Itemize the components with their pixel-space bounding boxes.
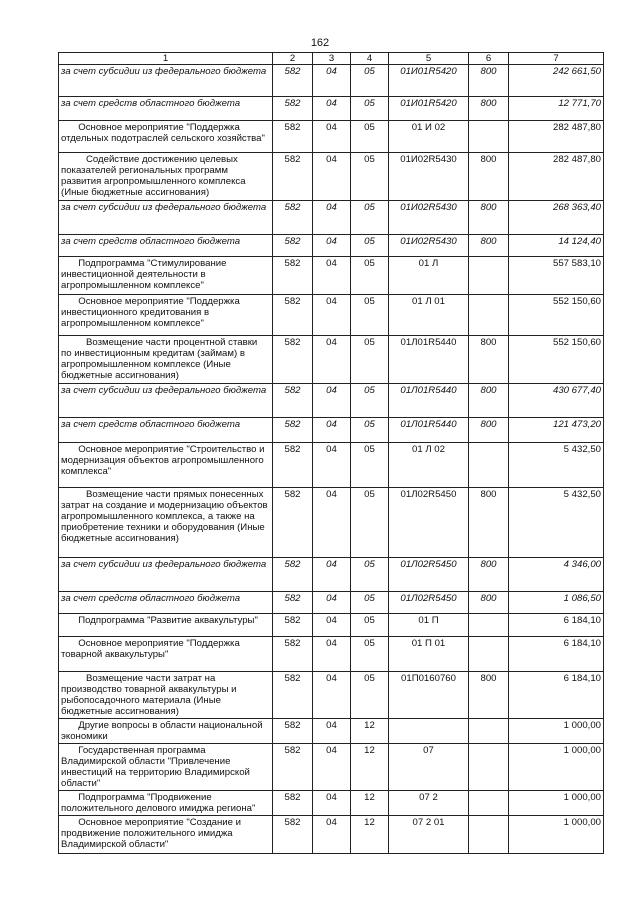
cell-col-2: 582 [273,558,313,592]
table-row [59,719,604,744]
row-name-cell: Возмещение части затрат на производство товарной аквакультуры и рыбопосадочного материала (Иные бюджетные ассигнования) [59,672,273,719]
cell-col-5: 01Л02R5450 [389,488,469,558]
cell-col-5: 01 И 02 [389,121,469,153]
cell-col-6: 800 [469,592,509,614]
cell-col-5: 01И02R5430 [389,235,469,257]
column-header: 2 [273,53,313,65]
cell-col-6 [469,614,509,637]
cell-col-6 [469,719,509,744]
cell-col-3: 04 [313,637,351,672]
cell-col-7: 12 771,70 [509,97,604,121]
table-row [59,791,604,816]
cell-col-3: 04 [313,791,351,816]
table-row [59,201,604,235]
cell-col-5: 01И02R5430 [389,153,469,201]
cell-col-3: 04 [313,201,351,235]
cell-col-7: 282 487,80 [509,153,604,201]
cell-col-4: 05 [351,121,389,153]
row-name-cell: за счет средств областного бюджета [59,592,273,614]
row-name-cell: за счет субсидии из федерального бюджета [59,384,273,418]
cell-col-2: 582 [273,672,313,719]
table-row [59,592,604,614]
cell-col-4: 05 [351,614,389,637]
cell-col-4: 05 [351,336,389,384]
cell-col-5: 01П0160760 [389,672,469,719]
row-name-cell: за счет субсидии из федерального бюджета [59,201,273,235]
row-name-cell: Другие вопросы в области национальной экономики [59,719,273,744]
column-header: 3 [313,53,351,65]
cell-col-4: 05 [351,384,389,418]
cell-col-5: 01 П 01 [389,637,469,672]
cell-col-6: 800 [469,488,509,558]
cell-col-5: 01 Л 02 [389,443,469,488]
cell-col-3: 04 [313,614,351,637]
cell-col-3: 04 [313,384,351,418]
cell-col-4: 05 [351,672,389,719]
cell-col-3: 04 [313,558,351,592]
row-name-cell: за счет средств областного бюджета [59,97,273,121]
cell-col-5: 01 П [389,614,469,637]
column-header: 4 [351,53,389,65]
cell-col-2: 582 [273,637,313,672]
cell-col-3: 04 [313,121,351,153]
cell-col-7: 268 363,40 [509,201,604,235]
row-name-cell: за счет субсидии из федерального бюджета [59,558,273,592]
table-row [59,443,604,488]
column-header: 5 [389,53,469,65]
cell-col-2: 582 [273,488,313,558]
cell-col-2: 582 [273,614,313,637]
cell-col-3: 04 [313,488,351,558]
cell-col-2: 582 [273,97,313,121]
cell-col-4: 05 [351,488,389,558]
row-name-cell: за счет средств областного бюджета [59,418,273,443]
cell-col-2: 582 [273,744,313,791]
cell-col-4: 12 [351,744,389,791]
cell-col-7: 557 583,10 [509,257,604,295]
table-row [59,744,604,791]
cell-col-2: 582 [273,65,313,97]
header-row [59,53,604,65]
table-row [59,558,604,592]
cell-col-3: 04 [313,443,351,488]
cell-col-7: 121 473,20 [509,418,604,443]
table-row [59,257,604,295]
cell-col-4: 05 [351,65,389,97]
cell-col-7: 14 124,40 [509,235,604,257]
cell-col-5 [389,719,469,744]
cell-col-3: 04 [313,153,351,201]
cell-col-7: 6 184,10 [509,637,604,672]
row-name-cell: Основное мероприятие "Поддержка товарной аквакультуры" [59,637,273,672]
cell-col-2: 582 [273,816,313,854]
cell-col-2: 582 [273,257,313,295]
row-name-cell: Содействие достижению целевых показателей региональных программ развития агропромышленного комплекса (Иные бюджетные ассигнования) [59,153,273,201]
cell-col-7: 1 000,00 [509,719,604,744]
cell-col-2: 582 [273,791,313,816]
cell-col-6 [469,744,509,791]
cell-col-5: 01И01R5420 [389,97,469,121]
row-name-cell: Основное мероприятие "Строительство и модернизация объектов агропромышленного комплекса" [59,443,273,488]
cell-col-2: 582 [273,336,313,384]
table-row [59,418,604,443]
cell-col-2: 582 [273,592,313,614]
cell-col-5: 07 2 [389,791,469,816]
row-name-cell: за счет субсидии из федерального бюджета [59,65,273,97]
cell-col-3: 04 [313,816,351,854]
cell-col-5: 01И02R5430 [389,201,469,235]
cell-col-4: 05 [351,201,389,235]
row-name-cell: Основное мероприятие "Создание и продвижение положительного имиджа Владимирской области" [59,816,273,854]
cell-col-2: 582 [273,201,313,235]
cell-col-6: 800 [469,201,509,235]
table-row [59,384,604,418]
cell-col-6 [469,295,509,336]
cell-col-6 [469,443,509,488]
cell-col-6 [469,816,509,854]
cell-col-2: 582 [273,443,313,488]
cell-col-4: 05 [351,443,389,488]
cell-col-7: 282 487,80 [509,121,604,153]
table-row [59,672,604,719]
cell-col-6: 800 [469,558,509,592]
cell-col-2: 582 [273,418,313,443]
cell-col-6 [469,791,509,816]
cell-col-6: 800 [469,336,509,384]
cell-col-2: 582 [273,295,313,336]
cell-col-7: 4 346,00 [509,558,604,592]
cell-col-3: 04 [313,336,351,384]
cell-col-3: 04 [313,744,351,791]
cell-col-6: 800 [469,418,509,443]
table-row [59,336,604,384]
cell-col-6: 800 [469,65,509,97]
cell-col-4: 05 [351,592,389,614]
cell-col-3: 04 [313,418,351,443]
cell-col-4: 05 [351,97,389,121]
cell-col-6: 800 [469,97,509,121]
row-name-cell: Основное мероприятие "Поддержка инвестиционного кредитования в агропромышленном комплексе" [59,295,273,336]
cell-col-2: 582 [273,384,313,418]
cell-col-4: 05 [351,558,389,592]
cell-col-6: 800 [469,235,509,257]
cell-col-7: 6 184,10 [509,672,604,719]
cell-col-3: 04 [313,672,351,719]
cell-col-4: 05 [351,257,389,295]
cell-col-3: 04 [313,295,351,336]
budget-table [58,52,604,854]
table-row [59,97,604,121]
column-header: 7 [509,53,604,65]
cell-col-5: 01 Л [389,257,469,295]
cell-col-7: 1 000,00 [509,816,604,854]
cell-col-7: 242 661,50 [509,65,604,97]
cell-col-5: 01И01R5420 [389,65,469,97]
cell-col-2: 582 [273,121,313,153]
cell-col-7: 6 184,10 [509,614,604,637]
cell-col-2: 582 [273,153,313,201]
cell-col-3: 04 [313,719,351,744]
row-name-cell: за счет средств областного бюджета [59,235,273,257]
cell-col-3: 04 [313,592,351,614]
cell-col-7: 1 000,00 [509,791,604,816]
row-name-cell: Подпрограмма "Продвижение положительного делового имиджа региона" [59,791,273,816]
column-header: 1 [59,53,273,65]
column-header: 6 [469,53,509,65]
cell-col-7: 5 432,50 [509,488,604,558]
cell-col-4: 05 [351,295,389,336]
cell-col-7: 1 086,50 [509,592,604,614]
row-name-cell: Возмещение части процентной ставки по инвестиционным кредитам (займам) в агропромышленном комплексе (Иные бюджетные ассигнования) [59,336,273,384]
cell-col-7: 552 150,60 [509,336,604,384]
cell-col-4: 12 [351,816,389,854]
cell-col-4: 05 [351,153,389,201]
cell-col-6 [469,637,509,672]
row-name-cell: Возмещение части прямых понесенных затрат на создание и модернизацию объектов агропромышленного комплекса, а также на приобретение техники и оборудования (Иные бюджетные ассигнования) [59,488,273,558]
row-name-cell: Государственная программа Владимирской области "Привлечение инвестиций на территорию Владимирской области" [59,744,273,791]
cell-col-7: 1 000,00 [509,744,604,791]
table-row [59,65,604,97]
cell-col-3: 04 [313,97,351,121]
cell-col-5: 07 [389,744,469,791]
table-row [59,235,604,257]
cell-col-3: 04 [313,65,351,97]
table-row [59,637,604,672]
cell-col-7: 552 150,60 [509,295,604,336]
cell-col-5: 01Л01R5440 [389,418,469,443]
table-row [59,121,604,153]
cell-col-7: 5 432,50 [509,443,604,488]
cell-col-6 [469,257,509,295]
cell-col-4: 12 [351,791,389,816]
cell-col-4: 05 [351,418,389,443]
cell-col-2: 582 [273,719,313,744]
cell-col-4: 05 [351,637,389,672]
cell-col-4: 12 [351,719,389,744]
row-name-cell: Основное мероприятие "Поддержка отдельных подотраслей сельского хозяйства" [59,121,273,153]
cell-col-6: 800 [469,672,509,719]
cell-col-4: 05 [351,235,389,257]
cell-col-5: 01Л01R5440 [389,384,469,418]
table-row [59,614,604,637]
cell-col-5: 01Л02R5450 [389,592,469,614]
cell-col-7: 430 677,40 [509,384,604,418]
cell-col-5: 07 2 01 [389,816,469,854]
row-name-cell: Подпрограмма "Развитие аквакультуры" [59,614,273,637]
cell-col-3: 04 [313,235,351,257]
table-row [59,153,604,201]
table-row [59,816,604,854]
cell-col-6: 800 [469,384,509,418]
cell-col-6 [469,121,509,153]
table-row [59,488,604,558]
cell-col-2: 582 [273,235,313,257]
cell-col-5: 01 Л 01 [389,295,469,336]
cell-col-5: 01Л02R5450 [389,558,469,592]
table-row [59,295,604,336]
cell-col-5: 01Л01R5440 [389,336,469,384]
cell-col-3: 04 [313,257,351,295]
row-name-cell: Подпрограмма "Стимулирование инвестиционной деятельности в агропромышленном комплексе" [59,257,273,295]
cell-col-6: 800 [469,153,509,201]
page-number: 162 [310,37,330,49]
